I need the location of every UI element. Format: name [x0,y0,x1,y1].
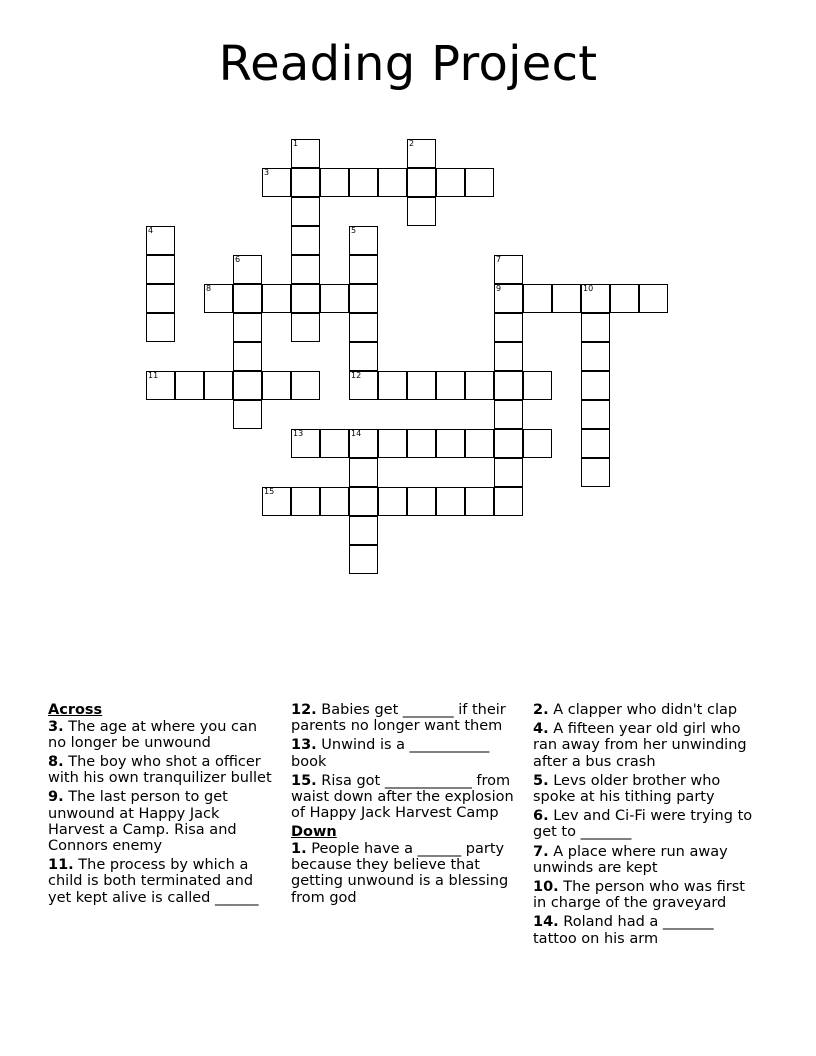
grid-cell[interactable] [378,168,407,197]
grid-cell[interactable] [465,429,494,458]
grid-cell[interactable] [378,429,407,458]
grid-cell[interactable] [581,429,610,458]
grid-cell[interactable] [436,429,465,458]
grid-cell[interactable] [494,255,523,284]
down-clue-1: 1. People have a ______ party because they believe that getting unwound is a blessing from god [291,840,509,906]
grid-cell[interactable] [349,545,378,574]
grid-cell[interactable] [349,342,378,371]
grid-cell[interactable] [639,284,668,313]
grid-cell[interactable] [581,400,610,429]
grid-cell[interactable] [581,313,610,342]
grid-cell[interactable] [233,313,262,342]
grid-cell[interactable] [146,255,175,284]
grid-cell[interactable] [436,487,465,516]
grid-cell[interactable] [465,371,494,400]
grid-cell[interactable] [378,371,407,400]
grid-cell[interactable] [494,400,523,429]
grid-cell[interactable] [407,371,436,400]
clue-number: 3 [264,168,270,177]
grid-cell[interactable] [233,255,262,284]
grid-cell[interactable] [291,168,320,197]
grid-cell[interactable] [523,371,552,400]
grid-cell[interactable] [407,168,436,197]
down-clue-4: 4. A fifteen year old girl who ran away from her unwinding after a bus crash [533,721,747,770]
grid-cell[interactable] [407,139,436,168]
grid-cell[interactable] [204,284,233,313]
clue-number: 13 [293,429,304,438]
across-clue-3: 3. The age at where you can no longer be unwound [48,718,258,751]
grid-cell[interactable] [581,458,610,487]
grid-cell[interactable] [291,226,320,255]
grid-cell[interactable] [610,284,639,313]
grid-cell[interactable] [349,371,378,400]
grid-cell[interactable] [349,284,378,313]
grid-cell[interactable] [146,284,175,313]
down-clue-14: 14. Roland had a _______ tattoo on his arm [533,914,714,947]
grid-cell[interactable] [349,429,378,458]
grid-cell[interactable] [320,284,349,313]
grid-cell[interactable] [349,226,378,255]
grid-cell[interactable] [581,284,610,313]
grid-cell[interactable] [320,487,349,516]
clue-number: 2 [409,139,415,148]
grid-cell[interactable] [407,487,436,516]
clue-number: 5 [351,226,357,235]
grid-cell[interactable] [233,371,262,400]
grid-cell[interactable] [204,371,233,400]
grid-cell[interactable] [262,168,291,197]
grid-cell[interactable] [291,197,320,226]
clues-column-1 [48,702,276,909]
grid-cell[interactable] [523,429,552,458]
down-heading: Down [291,824,337,841]
across-clue-8: 8. The boy who shot a officer with his own tranquilizer bullet [48,753,272,787]
grid-cell[interactable] [262,371,291,400]
grid-cell[interactable] [262,284,291,313]
grid-cell[interactable] [291,255,320,284]
grid-cell[interactable] [146,371,175,400]
grid-cell[interactable] [552,284,581,313]
grid-cell[interactable] [523,284,552,313]
clues-section [48,702,768,1002]
clue-number: 4 [148,226,154,235]
grid-cell[interactable] [349,168,378,197]
grid-cell[interactable] [233,284,262,313]
grid-cell[interactable] [581,371,610,400]
clue-number: 12 [351,371,362,380]
down-clue-7: 7. A place where run away unwinds are kept [533,843,728,876]
grid-cell[interactable] [349,255,378,284]
grid-cell[interactable] [494,371,523,400]
grid-cell[interactable] [581,342,610,371]
clues-column-2 [291,702,519,909]
across-clue-13: 13. Unwind is a ___________ book [291,737,490,770]
grid-cell[interactable] [465,487,494,516]
clue-number: 11 [148,371,159,380]
clue-number: 14 [351,429,362,438]
grid-cell[interactable] [494,487,523,516]
grid-cell[interactable] [291,284,320,313]
clue-number: 6 [235,255,241,264]
grid-cell[interactable] [349,516,378,545]
grid-cell[interactable] [291,487,320,516]
clue-number: 1 [293,139,299,148]
grid-cell[interactable] [494,342,523,371]
down-clue-5: 5. Levs older brother who spoke at his tithing party [533,772,721,806]
clues-column-3 [533,702,761,950]
grid-cell[interactable] [436,371,465,400]
grid-cell[interactable] [233,400,262,429]
across-heading: Across [48,702,103,718]
grid-cell[interactable] [291,139,320,168]
grid-cell[interactable] [349,458,378,487]
grid-cell[interactable] [494,284,523,313]
grid-cell[interactable] [494,313,523,342]
grid-cell[interactable] [320,429,349,458]
clue-number: 15 [264,487,275,496]
grid-cell[interactable] [436,168,465,197]
grid-cell[interactable] [233,342,262,371]
grid-cell[interactable] [407,429,436,458]
grid-cell[interactable] [262,487,291,516]
grid-cell[interactable] [378,487,407,516]
page-title: Reading Project [218,36,598,92]
grid-cell[interactable] [291,429,320,458]
grid-cell[interactable] [146,226,175,255]
down-clue-6: 6. Lev and Ci-Fi were trying to get to _______ [533,808,753,841]
grid-cell[interactable] [494,458,523,487]
grid-cell[interactable] [349,487,378,516]
grid-cell[interactable] [320,168,349,197]
clue-number: 10 [583,284,594,293]
grid-cell[interactable] [291,313,320,342]
grid-cell[interactable] [494,429,523,458]
grid-cell[interactable] [465,168,494,197]
across-clue-15: 15. Risa got ____________ from waist down after the explosion of Happy Jack Harvest Camp [291,772,514,822]
grid-cell[interactable] [291,371,320,400]
across-clue-11: 11. The process by which a child is both terminated and yet kept alive is called ______ [48,857,259,906]
grid-cell[interactable] [175,371,204,400]
grid-cell[interactable] [146,313,175,342]
grid-cell[interactable] [407,197,436,226]
clue-number: 8 [206,284,212,293]
clue-number: 7 [496,255,502,264]
clue-number: 9 [496,284,502,293]
down-clue-10: 10. The person who was first in charge of the graveyard [533,879,745,912]
across-clue-12: 12. Babies get _______ if their parents no longer want them [291,702,506,735]
across-clue-9: 9. The last person to get unwound at Happy Jack Harvest a Camp. Risa and Connors enemy [48,789,237,854]
down-clue-2: 2. A clapper who didn't clap [533,702,738,718]
grid-cell[interactable] [349,313,378,342]
